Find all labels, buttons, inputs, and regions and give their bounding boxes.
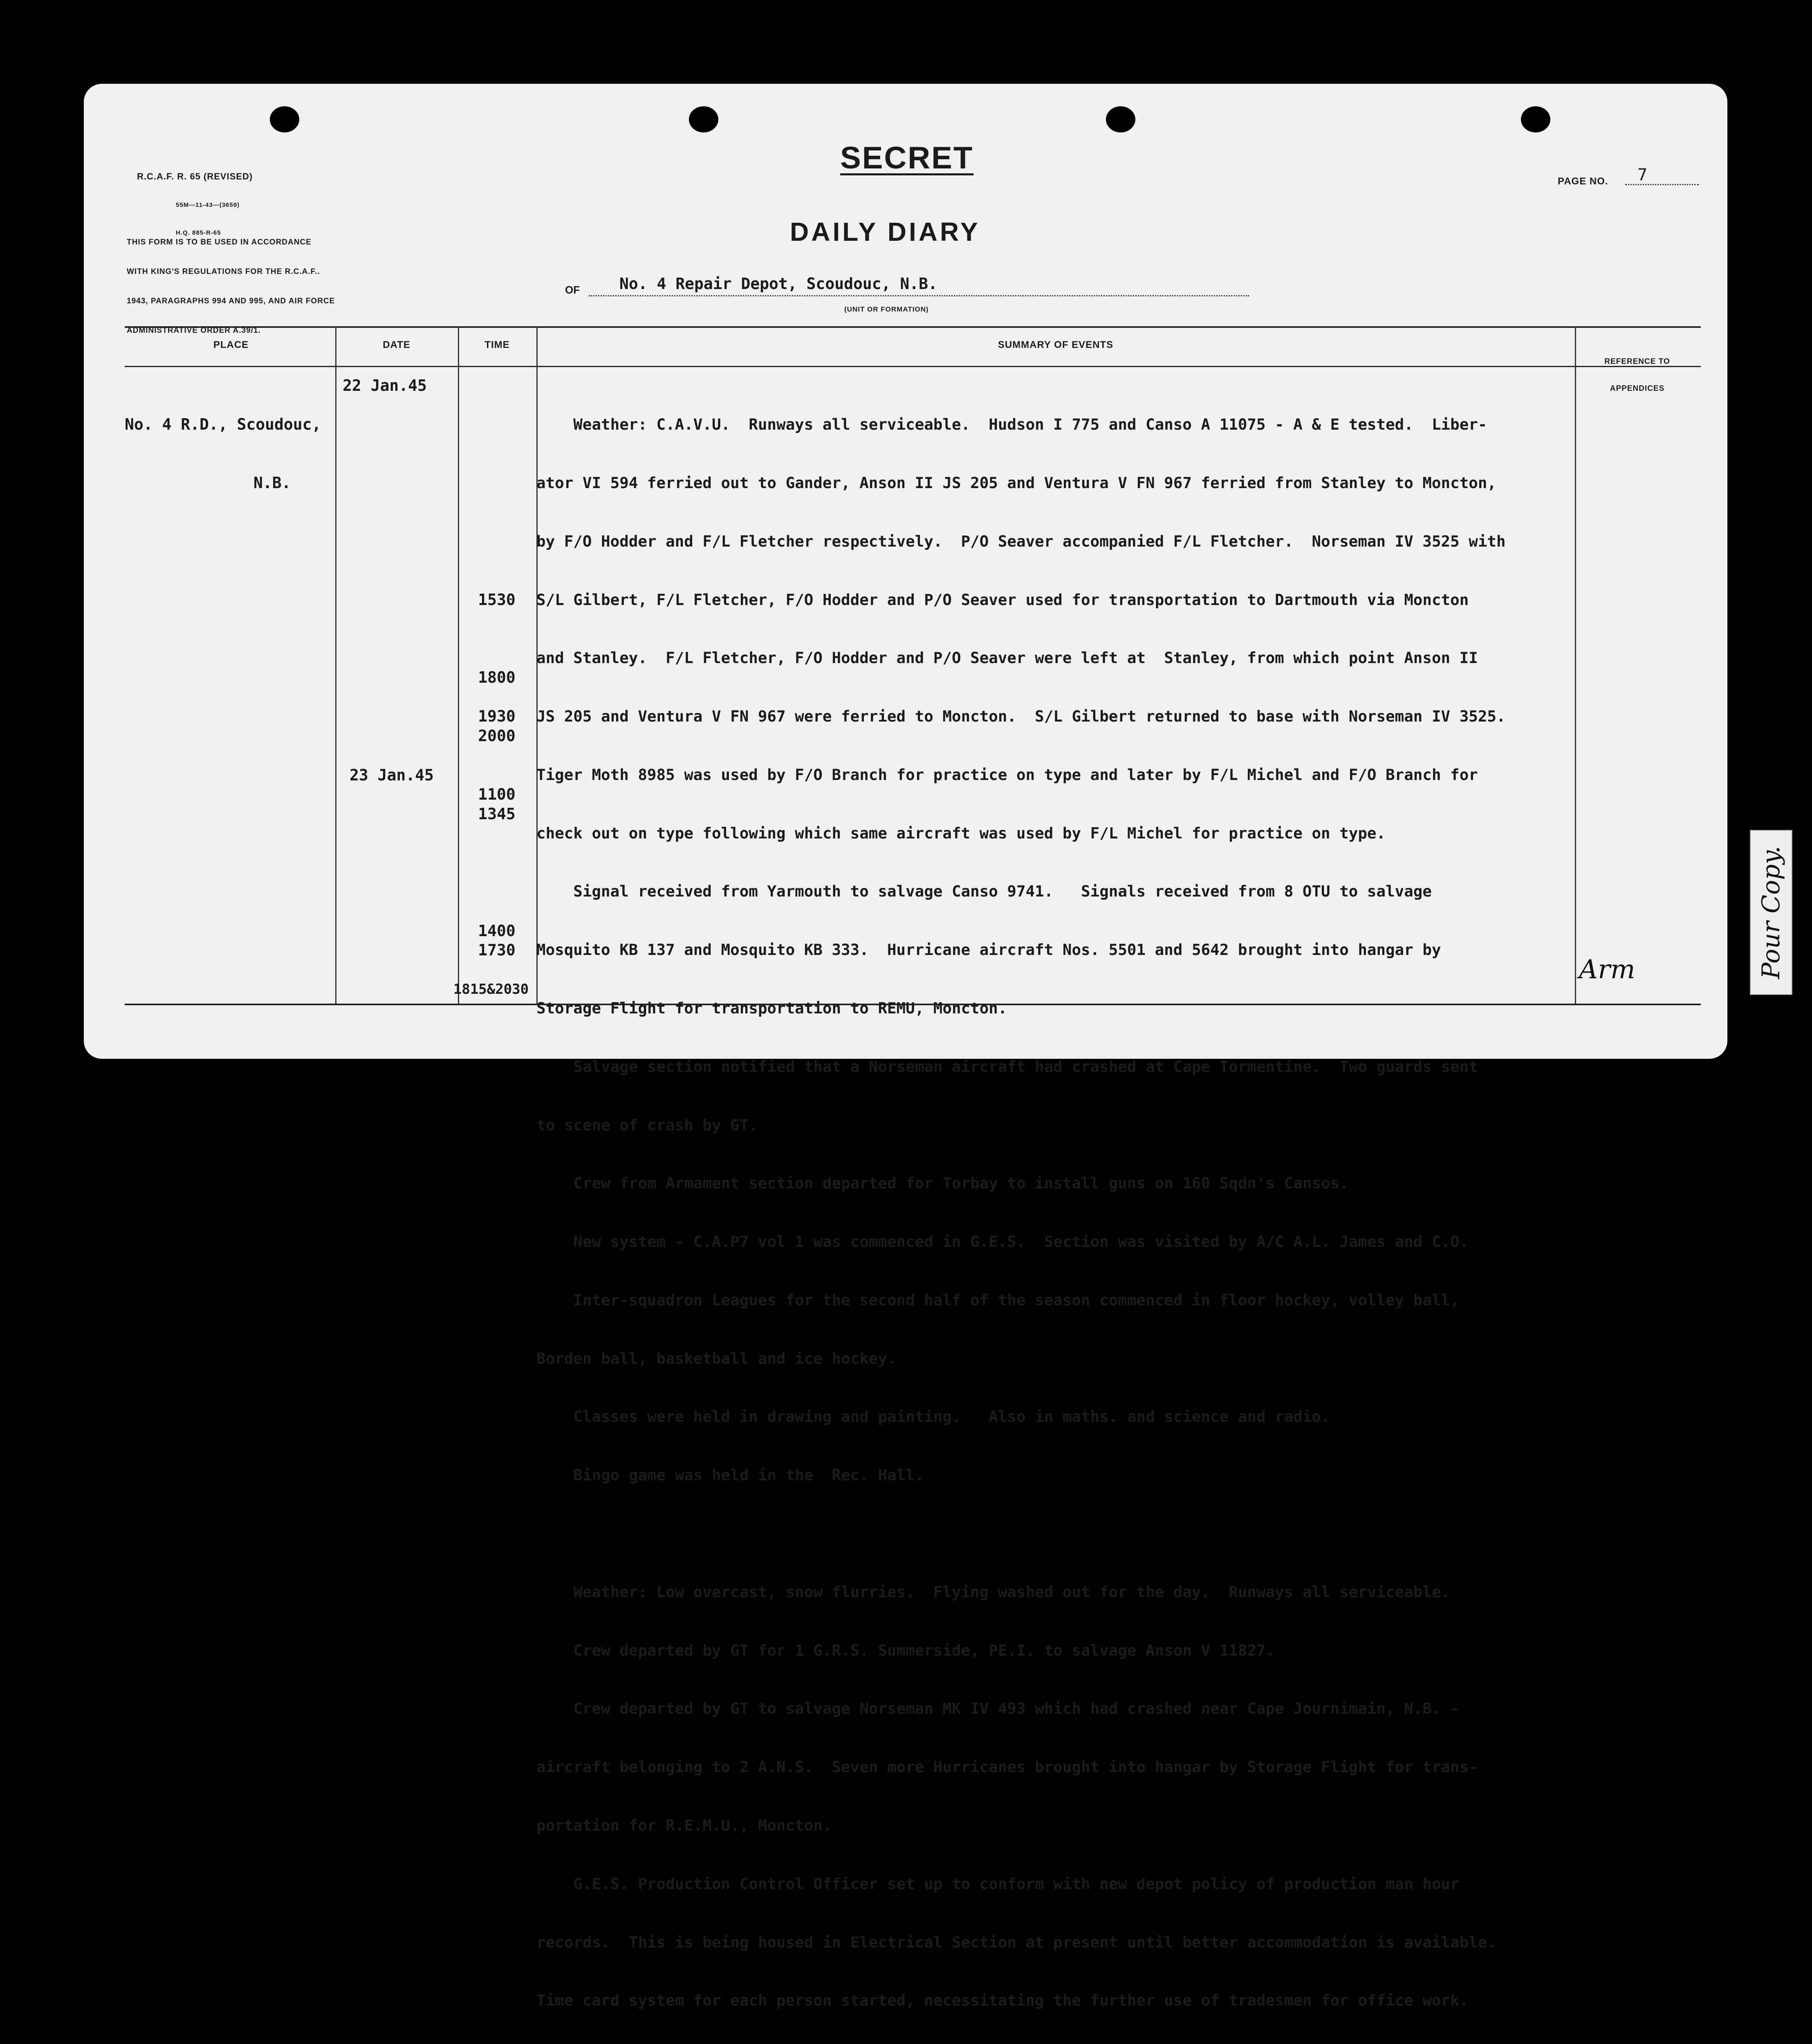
time-cell: 1930 [478, 707, 516, 725]
page-number-label: PAGE NO. [1558, 176, 1608, 187]
punch-hole [1106, 106, 1135, 132]
unit-line [589, 295, 1249, 296]
summary-line: Crew departed by GT to salvage Norseman MK IV 493 which had crashed near Cape Journimain, N.B. - [536, 1699, 1460, 1718]
summary-line: Mosquito KB 137 and Mosquito KB 333. Hurricane aircraft Nos. 5501 and 5642 brought into hangar by [536, 941, 1441, 959]
summary-line: New system - C.A.P7 vol 1 was commenced in G.E.S. Section was visited by A/C A.L. James and C.O. [536, 1233, 1469, 1251]
summary-line: Borden ball, basketball and ice hockey. [536, 1349, 897, 1367]
header-date: DATE [383, 339, 410, 350]
margin-note-slip [1750, 830, 1792, 995]
summary-line: Classes were held in drawing and painting. Also in maths. and science and radio. [536, 1407, 1330, 1426]
form-id-line: H.Q. 885-R-65 [176, 229, 221, 236]
page-number: 7 [1637, 166, 1648, 184]
summary-line: Crew departed by GT for 1 G.R.S. Summerside, PE.I. to salvage Anson V 11827. [536, 1641, 1275, 1659]
summary-line: Weather: Low overcast, snow flurries. Flying washed out for the day. Runways all serviceable. [536, 1582, 1451, 1601]
summary-line: check out on type following which same aircraft was used by F/L Michel for practice on type. [536, 824, 1386, 842]
summary-line: portation for R.E.M.U., Moncton. [536, 1816, 832, 1834]
summary-line: Salvage section notified that a Norseman aircraft had crashed at Cape Tormentine. Two guards sent [536, 1057, 1478, 1076]
summary-line: Signal received from Yarmouth to salvage Canso 9741. Signals received from 8 OTU to salvage [536, 882, 1432, 901]
summary-line: records. This is being housed in Electrical Section at present until better accommodation is available. [536, 1933, 1496, 1951]
place-line: No. 4 R.D., Scoudouc, [125, 415, 321, 434]
column-divider [335, 326, 336, 1004]
summary-line: by F/O Hodder and F/L Fletcher respectively. P/O Seaver accompanied F/L Fletcher. Norseman IV 3525 with [536, 532, 1506, 550]
instruction-line: ADMINISTRATIVE ORDER A.39/1. [127, 326, 261, 335]
time-cell: 1530 [478, 591, 516, 609]
header-place: PLACE [213, 339, 249, 350]
header-reference [1575, 339, 1700, 402]
summary-line [536, 1524, 1506, 1544]
header-summary: SUMMARY OF EVENTS [998, 339, 1114, 350]
summary-line: Crew from Armament section departed for Torbay to install guns on 160 Sqdn's Cansos. [536, 1174, 1349, 1192]
handwritten-initials: Arm [1579, 955, 1635, 985]
summary-line: Tiger Moth 8985 was used by F/O Branch for practice on type and later by F/L Michel and F/O Branch for [536, 765, 1478, 784]
classification-heading: SECRET [840, 141, 974, 175]
summary-line: Weather: C.A.V.U. Runways all serviceable. Hudson I 775 and Canso A 11075 - A & E tested. Liber- [536, 415, 1487, 434]
time-cell: 1730 [478, 941, 516, 959]
date-cell: 23 Jan.45 [350, 766, 434, 784]
column-divider [1575, 326, 1576, 1004]
punch-hole [1521, 106, 1550, 132]
summary-line: S/L Gilbert, F/L Fletcher, F/O Hodder and P/O Seaver used for transportation to Dartmouth via Moncton [536, 590, 1469, 609]
summary-line: aircraft belonging to 2 A.N.S. Seven more Hurricanes brought into hangar by Storage Flight for trans- [536, 1758, 1478, 1776]
punch-hole [270, 106, 299, 132]
time-cell: 1800 [478, 668, 516, 686]
place-line: N.B. [253, 473, 291, 492]
table-top-rule [125, 326, 1701, 328]
margin-note-text: Pour Copy. [1757, 846, 1785, 979]
punch-hole [689, 106, 718, 132]
instruction-line: 1943, PARAGRAPHS 994 AND 995, AND AIR FORCE [127, 297, 335, 305]
header-reference-line: APPENDICES [1610, 384, 1665, 393]
instruction-line: THIS FORM IS TO BE USED IN ACCORDANCE [127, 238, 312, 247]
date-cell: 22 Jan.45 [343, 377, 427, 394]
summary-line: JS 205 and Ventura V FN 967 were ferried to Moncton. S/L Gilbert returned to base with Norseman IV 3525. [536, 707, 1506, 726]
time-cell: 1345 [478, 805, 516, 823]
unit-of-label: OF [565, 284, 580, 296]
place-cell [125, 376, 321, 512]
page-number-line [1625, 184, 1699, 185]
time-cell: 1400 [478, 922, 516, 940]
header-reference-line: REFERENCE TO [1604, 357, 1670, 366]
summary-line: G.E.S. Production Control Officer set up to conform with new depot policy of production man hour [536, 1874, 1460, 1893]
summary-line: Time card system for each person started, necessitating the further use of tradesmen for office work. [536, 1991, 1469, 2010]
column-divider [458, 326, 459, 1004]
form-id-line: R.C.A.F. R. 65 (REVISED) [137, 171, 253, 182]
time-cell: 1815&2030 [453, 981, 529, 997]
page-title: DAILY DIARY [790, 217, 980, 247]
time-cell: 1100 [478, 785, 516, 803]
form-id-line: 55M—11-43—(3659) [176, 202, 240, 208]
header-rule [125, 366, 1701, 367]
summary-line: Storage Flight for transportation to REMU, Moncton. [536, 999, 1007, 1017]
summary-line: Inter-squadron Leagues for the second half of the season commenced in floor hockey, volley ball, [536, 1291, 1460, 1309]
unit-name: No. 4 Repair Depot, Scoudouc, N.B. [619, 275, 937, 293]
time-cell: 2000 [478, 727, 516, 745]
header-time: TIME [484, 339, 510, 350]
unit-sublabel: (UNIT OR FORMATION) [844, 305, 929, 313]
summary-line: Bingo game was held in the Rec. Hall. [536, 1466, 924, 1484]
summary-of-events [536, 376, 1506, 2044]
summary-line: to scene of crash by GT. [536, 1116, 758, 1134]
instruction-line: WITH KING'S REGULATIONS FOR THE R.C.A.F.. [127, 267, 320, 276]
summary-line: ator VI 594 ferried out to Gander, Anson II JS 205 and Ventura V FN 967 ferried from Stanley to Moncton, [536, 473, 1496, 492]
summary-line: and Stanley. F/L Fletcher, F/O Hodder and P/O Seaver were left at Stanley, from which point Anson II [536, 649, 1478, 667]
